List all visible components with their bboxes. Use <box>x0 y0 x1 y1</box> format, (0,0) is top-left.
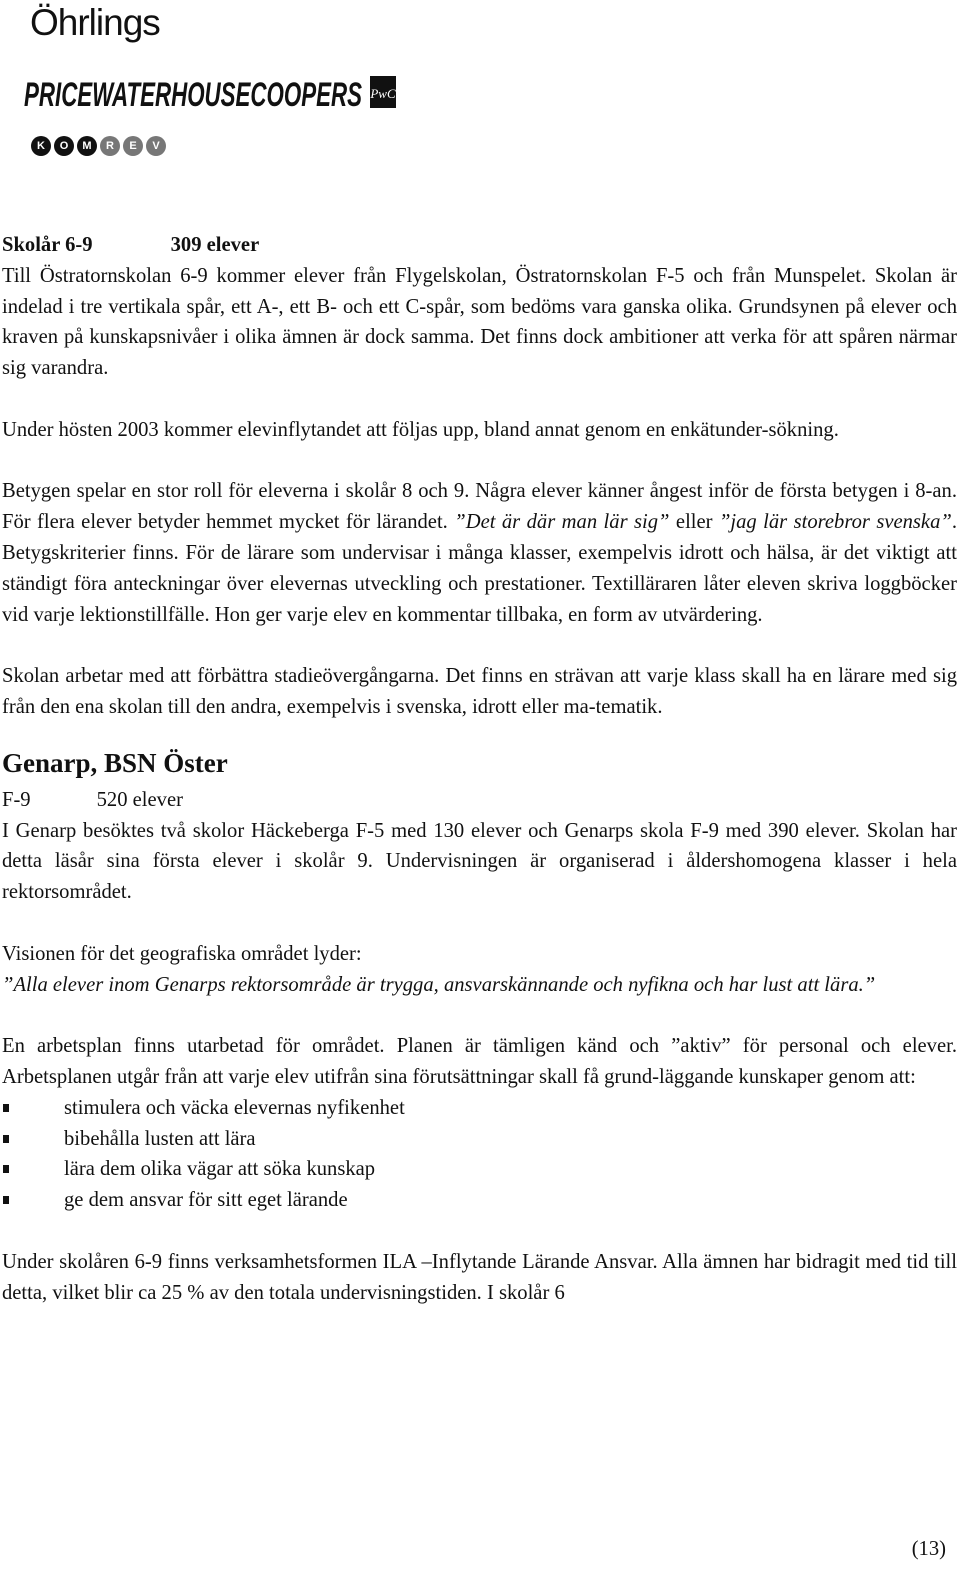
pwc-wordmark-icon <box>24 64 408 116</box>
square-bullet-icon <box>3 1196 9 1204</box>
heading-grade: Skolår 6-9 <box>2 234 93 256</box>
komrev-letter: M <box>77 136 97 156</box>
svg-text:PwC: PwC <box>370 86 396 101</box>
list-item <box>2 1124 957 1155</box>
komrev-letter: O <box>54 136 74 156</box>
section-heading <box>2 230 957 261</box>
document-body <box>2 230 957 1308</box>
square-bullet-icon <box>3 1135 9 1143</box>
paragraph-text: . Betygskriterier finns. För de lärare som undervisar i många klasser, exempelvis idrott och hälsa, är det viktigt att ständigt föra anteckningar över elevernas utveckling och prestationer. Textilläraren låter eleven skriva loggböcker vid varje lektionstillfälle. Hon ger varje elev en kommentar tillbaka, en form av utvärdering. <box>2 511 957 626</box>
square-bullet-icon <box>3 1165 9 1173</box>
paragraph: En arbetsplan finns utarbetad för området. Planen är tämligen känd och ”aktiv” för personal och elever. Arbetsplanen utgår från att varje elev utifrån sina förutsättningar skall få grund-läggande kunskaper genom att: <box>2 1035 957 1088</box>
list-item-text: ge dem ansvar för sitt eget lärande <box>64 1189 348 1212</box>
svg-text:PRICEWATERHOUSECOOPERS: PRICEWATERHOUSECOOPERS <box>24 76 363 114</box>
logo-ohrlings-text: Öhrlings <box>30 2 160 43</box>
paragraph-text: eller <box>669 511 719 534</box>
vision-intro: Visionen för det geografiska området lyder: <box>2 942 362 965</box>
list-item <box>2 1154 957 1185</box>
paragraph: I Genarp besöktes två skolor Häckeberga F-5 med 130 elever och Genarps skola F-9 med 390 elever. Skolan har detta läsår sina första elever i skolår 9. Undervisningen är organiserad i åldershomogena klasser i hela rektorsområdet. <box>2 819 957 904</box>
logo-pricewaterhousecoopers <box>24 64 408 121</box>
list-item <box>2 1093 957 1124</box>
paragraph: Till Östratornskolan 6-9 kommer elever från Flygelskolan, Östratornskolan F-5 och från Munspelet. Skolan är indelad i tre vertikala spår, ett A-, ett B- och ett C-spår, som bedöms vara ganska olika. Grundsynen på elever och kraven på kunskapsnivåer i olika ämnen är dock samma. Det finns dock ambitioner att verka för att spåren närmar sig varandra. <box>2 264 957 380</box>
komrev-letter: V <box>146 136 166 156</box>
quote: ”Alla elever inom Genarps rektorsområde är trygga, ansvarskännande och nyfikna och har lust att lära.” <box>2 973 876 996</box>
sub-grade: F-9 <box>2 788 31 811</box>
section-title: Genarp, BSN Öster <box>2 747 228 778</box>
komrev-letter: K <box>31 136 51 156</box>
komrev-letter: R <box>100 136 120 156</box>
paragraph <box>2 476 957 630</box>
paragraph: Skolan arbetar med att förbättra stadieövergångarna. Det finns en strävan att varje klass skall ha en lärare med sig från den ena skolan till den andra, exempelvis i svenska, idrott eller ma-tematik. <box>2 665 957 718</box>
list-item-text: lära dem olika vägar att söka kunskap <box>64 1158 376 1181</box>
quote: ”Det är där man lär sig” <box>454 511 670 534</box>
page-number: (13) <box>911 1538 946 1560</box>
section-subheading <box>2 785 957 816</box>
vision-quote <box>2 970 957 1001</box>
komrev-logo <box>31 136 166 156</box>
komrev-letter: E <box>123 136 143 156</box>
square-bullet-icon <box>3 1104 9 1112</box>
quote: ”jag lär storebror svenska” <box>718 511 952 534</box>
list-item <box>2 1185 957 1216</box>
bullet-list <box>2 1093 957 1216</box>
paragraph-text: Betygen spelar en stor roll för eleverna i skolår 8 och 9. Några elever känner ångest inför de första betygen i 8-an. För flera elever betyder hemmet mycket för lärandet. <box>2 480 957 534</box>
paragraph: Under hösten 2003 kommer elevinflytandet att följas upp, bland annat genom en enkätunder-sökning. <box>2 418 839 441</box>
paragraph: Under skolåren 6-9 finns verksamhetsformen ILA –Inflytande Lärande Ansvar. Alla ämnen har bidragit med tid till detta, vilket blir ca 25 % av den totala undervisningstiden. I skolår 6 <box>2 1250 957 1304</box>
list-item-text: stimulera och väcka elevernas nyfikenhet <box>64 1096 405 1119</box>
heading-count: 309 elever <box>170 234 260 256</box>
list-item-text: bibehålla lusten att lära <box>64 1127 256 1150</box>
sub-count: 520 elever <box>96 788 183 811</box>
